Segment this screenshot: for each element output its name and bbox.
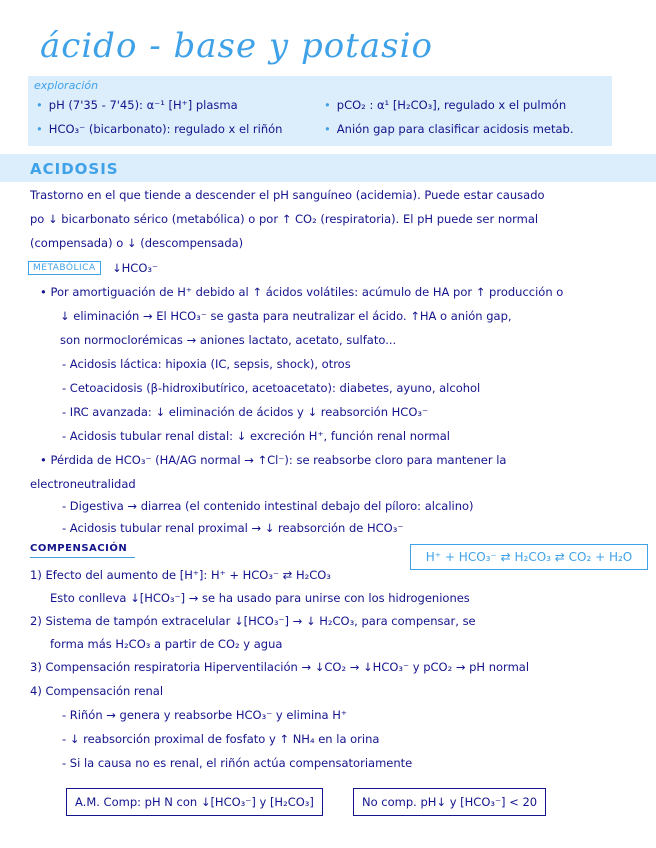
acidosis-heading: ACIDOSIS — [30, 160, 119, 178]
intro-line: (compensada) o ↓ (descompensada) — [30, 236, 244, 250]
exploracion-item-text: Anión gap para clasificar acidosis metab. — [336, 122, 574, 136]
bullet-icon: • — [324, 98, 331, 112]
metabolica-line: - Cetoacidosis (β-hidroxibutírico, acetoacetato): diabetes, ayuno, alcohol — [62, 381, 481, 395]
metabolica-tag: METABÓLICA — [28, 261, 101, 275]
exploracion-item — [324, 98, 566, 112]
exploracion-item — [36, 122, 282, 136]
compensacion-line: 2) Sistema de tampón extracelular ↓[HCO₃⁻] → ↓ H₂CO₃, para compensar, se — [30, 614, 476, 628]
compensacion-line: forma más H₂CO₃ a partir de CO₂ y agua — [50, 637, 283, 651]
exploracion-heading: exploración — [34, 79, 99, 92]
acidosis-band — [0, 154, 656, 182]
compensacion-line: - Si la causa no es renal, el riñón actúa compensatoriamente — [62, 756, 413, 770]
compensacion-line: - Riñón → genera y reabsorbe HCO₃⁻ y elimina H⁺ — [62, 708, 347, 722]
exploracion-item-text: pCO₂ : α¹ [H₂CO₃], regulado x el pulmón — [336, 98, 567, 112]
metabolica-line: - IRC avanzada: ↓ eliminación de ácidos y ↓ reabsorción HCO₃⁻ — [62, 405, 429, 419]
exploracion-box — [28, 76, 612, 146]
metabolica-line: electroneutralidad — [30, 477, 136, 491]
metabolica-line: son normoclorémicas → aniones lactato, acetato, sulfato... — [60, 333, 397, 347]
compensacion-underline — [30, 557, 135, 558]
metabolica-line: • Por amortiguación de H⁺ debido al ↑ ácidos volátiles: acúmulo de HA por ↑ producción o — [40, 285, 564, 299]
exploracion-item-text: HCO₃⁻ (bicarbonato): regulado x el riñón — [48, 122, 283, 136]
compensacion-line: - ↓ reabsorción proximal de fosfato y ↑ NH₄ en la orina — [62, 732, 380, 746]
intro-line: Trastorno en el que tiende a descender el pH sanguíneo (acidemia). Puede estar causado — [30, 188, 545, 202]
footer-box-uncompensated: No comp. pH↓ y [HCO₃⁻] < 20 — [353, 788, 546, 816]
footer-box-compensated: A.M. Comp: pH N con ↓[HCO₃⁻] y [H₂CO₃] — [66, 788, 323, 816]
metabolica-line: - Digestiva → diarrea (el contenido intestinal debajo del píloro: alcalino) — [62, 499, 474, 513]
metabolica-line: - Acidosis tubular renal distal: ↓ excreción H⁺, función renal normal — [62, 429, 450, 443]
exploracion-item — [324, 122, 573, 136]
bullet-icon: • — [324, 122, 331, 136]
metabolica-line: • Pérdida de HCO₃⁻ (HA/AG normal → ↑Cl⁻): se reabsorbe cloro para mantener la — [40, 453, 507, 467]
bullet-icon: • — [36, 98, 43, 112]
exploracion-item — [36, 98, 238, 112]
compensacion-heading: COMPENSACIÓN — [30, 543, 128, 554]
compensacion-line: 3) Compensación respiratoria Hiperventilación → ↓CO₂ → ↓HCO₃⁻ y pCO₂ → pH normal — [30, 660, 530, 674]
intro-line: po ↓ bicarbonato sérico (metabólica) o por ↑ CO₂ (respiratoria). El pH puede ser normal — [30, 212, 539, 226]
equilibrium-equation: H⁺ + HCO₃⁻ ⇄ H₂CO₃ ⇄ CO₂ + H₂O — [410, 544, 648, 570]
metabolica-label: ↓HCO₃⁻ — [112, 261, 159, 275]
compensacion-line: 1) Efecto del aumento de [H⁺]: H⁺ + HCO₃⁻ ⇄ H₂CO₃ — [30, 568, 331, 582]
metabolica-line: - Acidosis tubular renal proximal → ↓ reabsorción de HCO₃⁻ — [62, 521, 404, 535]
exploracion-item-text: pH (7'35 - 7'45): α⁻¹ [H⁺] plasma — [48, 98, 238, 112]
bullet-icon: • — [36, 122, 43, 136]
page-title: ácido - base y potasio — [40, 26, 433, 66]
metabolica-line: - Acidosis láctica: hipoxia (IC, sepsis, shock), otros — [62, 357, 351, 371]
compensacion-line: Esto conlleva ↓[HCO₃⁻] → se ha usado para unirse con los hidrogeniones — [50, 591, 470, 605]
metabolica-line: ↓ eliminación → El HCO₃⁻ se gasta para neutralizar el ácido. ↑HA o anión gap, — [60, 309, 512, 323]
compensacion-line: 4) Compensación renal — [30, 684, 164, 698]
